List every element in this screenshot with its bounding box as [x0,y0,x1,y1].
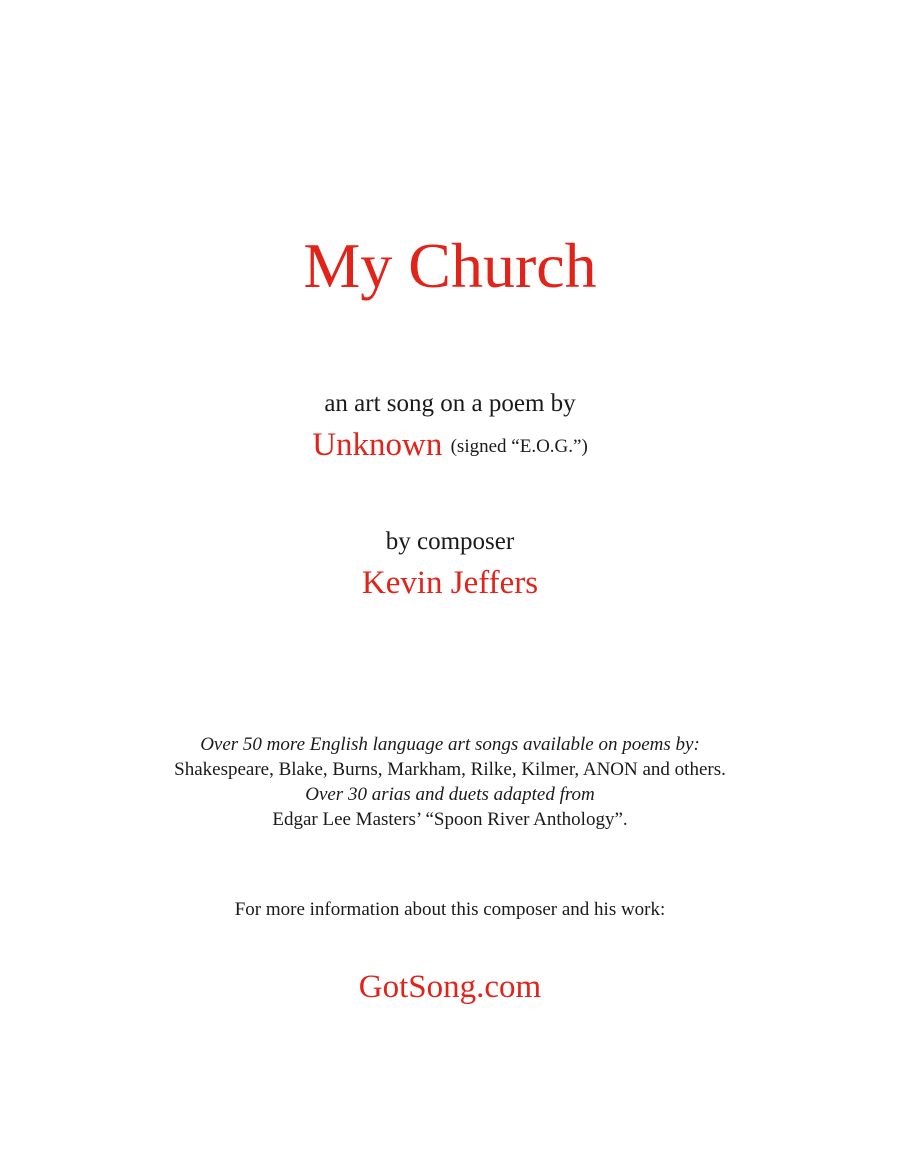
poet-note: (signed “E.O.G.”) [450,436,588,457]
page-title: My Church [303,230,597,301]
blurb-line-anthology: Edgar Lee Masters’ “Spoon River Anthology”. [272,809,628,830]
poem-intro: an art song on a poem by [324,390,576,417]
poet-name: Unknown [312,427,443,463]
blurb-line-songs: Over 50 more English language art songs available on poems by: [200,734,700,755]
blurb-line-poets: Shakespeare, Blake, Burns, Markham, Rilke, Kilmer, ANON and others. [174,759,726,780]
website-link[interactable]: GotSong.com [358,969,542,1005]
composer-intro: by composer [385,528,515,555]
blurb-line-arias: Over 30 arias and duets adapted from [305,784,595,805]
composer-name: Kevin Jeffers [361,565,539,601]
info-line: For more information about this composer and his work: [234,899,666,920]
poet-line [0,424,900,468]
